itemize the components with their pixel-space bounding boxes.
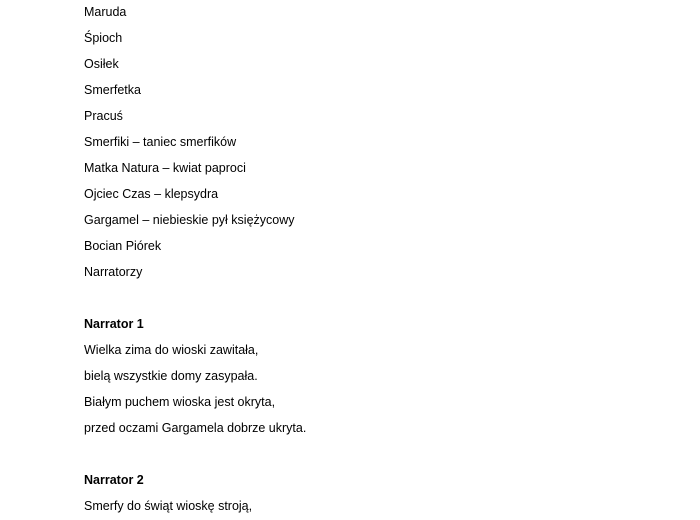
verse-line: Wielka zima do wioski zawitała, [84, 343, 259, 357]
cast-item-pracus: Pracuś [84, 109, 123, 123]
cast-item-bocian-piorek: Bocian Piórek [84, 239, 162, 253]
cast-item-ojciec-czas: Ojciec Czas – klepsydra [84, 187, 219, 201]
speaker-heading-narrator-1: Narrator 1 [84, 317, 144, 331]
cast-item-matka-natura: Matka Natura – kwiat paproci [84, 161, 246, 175]
cast-item-maruda: Maruda [84, 5, 127, 19]
cast-item-narratorzy: Narratorzy [84, 265, 143, 279]
verse-line: bielą wszystkie domy zasypała. [84, 369, 258, 383]
cast-item-smerfetka: Smerfetka [84, 83, 141, 97]
verse-line: przed oczami Gargamela dobrze ukryta. [84, 421, 307, 435]
verse-line: Białym puchem wioska jest okryta, [84, 395, 276, 409]
cast-item-smerfiki: Smerfiki – taniec smerfików [84, 135, 237, 149]
cast-item-gargamel: Gargamel – niebieskie pył księżycowy [84, 213, 295, 227]
cast-item-spioch: Śpioch [84, 31, 123, 45]
verse-line: Smerfy do świąt wioskę stroją, [84, 499, 253, 513]
speaker-heading-narrator-2: Narrator 2 [84, 473, 144, 487]
cast-item-osilek: Osiłek [84, 57, 119, 71]
